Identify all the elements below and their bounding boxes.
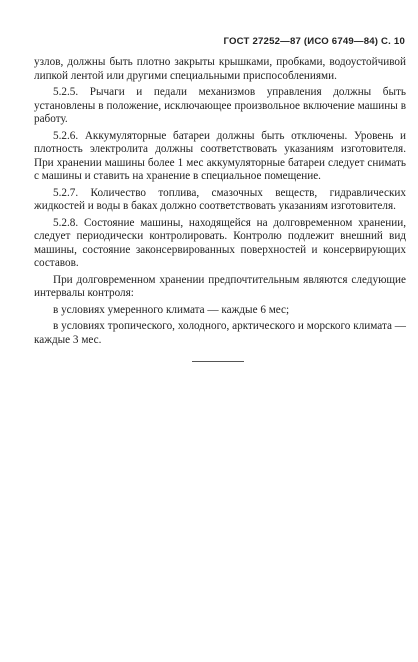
- paragraph-5-2-7: 5.2.7. Количество топлива, смазочных веществ, гидравлических жидкостей и воды в баках должно соответствовать указаниям изготовителя.: [34, 186, 406, 212]
- paragraph-5-2-6: 5.2.6. Аккумуляторные батареи должны быть отключены. Уровень и плотность электролита должны соответствовать указаниям изготовителя. При хранении машины более 1 мес аккумуляторные батареи следует снимать с машины и ставить на хранение в специальное помещение.: [34, 129, 406, 182]
- paragraph-5-2-5: 5.2.5. Рычаги и педали механизмов управления должны быть установлены в положение, исключающее произвольное включение машины в работу.: [34, 86, 406, 125]
- paragraph-tropical-climate: в условиях тропического, холодного, арктического и морского климата — каждые 3 мес.: [34, 320, 406, 346]
- document-body: [34, 56, 406, 350]
- paragraph-5-2-8: 5.2.8. Состояние машины, находящейся на долговременном хранении, следует периодически контролировать. Контролю подлежит внешний вид машины, состояние законсервированных поверхностей и консервирующих составов.: [34, 216, 406, 269]
- paragraph-intervals-intro: При долговременном хранении предпочтительным являются следующие интервалы контроля:: [34, 273, 406, 299]
- paragraph-temperate-climate: в условиях умеренного климата — каждые 6 мес;: [53, 303, 290, 316]
- page-header: ГОСТ 27252—87 (ИСО 6749—84) С. 10: [223, 36, 405, 47]
- end-divider: [192, 361, 244, 362]
- paragraph-continuation: узлов, должны быть плотно закрыты крышками, пробками, водоустойчивой липкой лентой или другими специальными приспособлениями.: [34, 56, 406, 82]
